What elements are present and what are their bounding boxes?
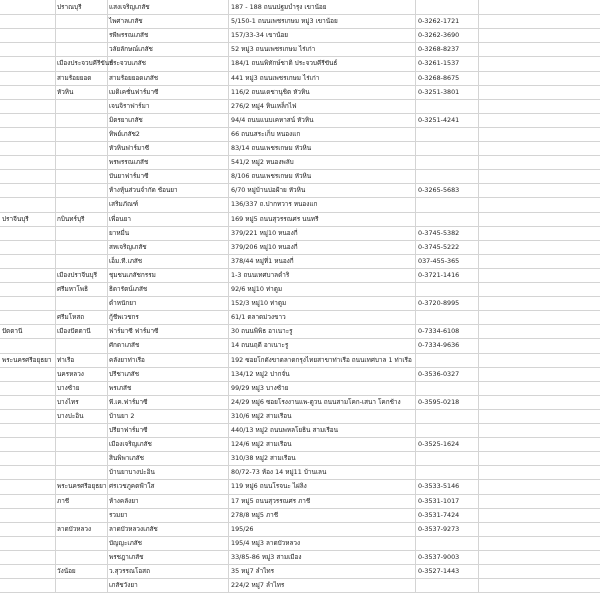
cell-name: บ้านยา 2 <box>109 412 135 420</box>
cell-name: ลาดบัวหลวงเภสัช <box>109 525 158 533</box>
cell-name: ปรีชาเภสัช <box>109 370 140 378</box>
grid-row-line <box>0 338 600 339</box>
cell-addr: 61/1 ตลาดม่วงขาว <box>231 313 286 321</box>
grid-row-line <box>0 437 600 438</box>
cell-name: เสริมภัณฑ์ <box>109 200 139 208</box>
cell-dist: ศรีมหาโพธิ <box>57 285 89 293</box>
cell-addr: 441 หมู่3 ถนนเพชรเกษม ไร่เก่า <box>231 74 320 82</box>
grid-row-line <box>0 254 600 255</box>
grid-row-line <box>0 56 600 57</box>
cell-dist: กบินทร์บุรี <box>57 215 85 223</box>
cell-phone: 0-7334-9636 <box>418 341 460 349</box>
cell-phone: 0-3537-9003 <box>418 553 460 561</box>
grid-row-line <box>0 451 600 452</box>
cell-dist: ปราณบุรี <box>57 3 82 11</box>
cell-addr: 224/2 หมู่7 ลำไทร <box>231 581 285 589</box>
cell-phone: 0-3721-1416 <box>418 271 460 279</box>
cell-name: บัญญะเภสัช <box>109 539 143 547</box>
cell-name: ห้างคลังยา <box>109 497 139 505</box>
cell-addr: 195/4 หมู่3 ลาดบัวหลวง <box>231 539 301 547</box>
cell-addr: 136/337 ถ.ปากทวาร หนองแก <box>231 200 318 208</box>
cell-name: ประจวบเภสัช <box>109 59 146 67</box>
cell-addr: 169 หมู่5 ถนนสุวรรณศร นนทรี <box>231 215 319 223</box>
cell-addr: 8/106 ถนนเพชรเกษม หัวหิน <box>231 172 312 180</box>
cell-name: เอ็ม.ที.เภสัช <box>109 257 143 265</box>
cell-addr: 6/70 หมู่บ้านบ่อฝ้าย หัวหิน <box>231 186 306 194</box>
cell-name: ธิดารัตน์เภสัช <box>109 285 148 293</box>
grid-row-line <box>0 197 600 198</box>
cell-addr: 24/29 หมู่6 ซอยโรงงานแพ-ตูวน ถนนสามโคก-เสนา โคกช้าง <box>231 398 401 406</box>
grid-row-line <box>0 324 600 325</box>
cell-name: ห้างหุ้นส่วนจำกัด ช้อนยา <box>109 186 178 194</box>
grid-row-line <box>0 28 600 29</box>
cell-addr: 116/2 ถนนเดชานุชิต หัวหิน <box>231 88 310 96</box>
cell-phone: 0-3531-7424 <box>418 511 460 519</box>
cell-name: สินพิพาเภสัช <box>109 454 144 462</box>
cell-prov: พระนครศรีอยุธยา <box>2 356 52 364</box>
cell-phone: 0-3251-3801 <box>418 88 460 96</box>
cell-phone: 0-3595-0218 <box>418 398 460 406</box>
cell-addr: 83/14 ถนนเพชรเกษม หัวหิน <box>231 144 312 152</box>
cell-addr: 310/38 หมู่2 สามเรือน <box>231 454 296 462</box>
cell-name: ศักดาเภสัช <box>109 341 140 349</box>
cell-dist: หัวหิน <box>57 88 74 96</box>
cell-addr: 152/3 หมู่10 ท่าตูม <box>231 299 287 307</box>
grid-row-line <box>0 479 600 480</box>
grid-row-line <box>0 564 600 565</box>
cell-dist: บางซ้าย <box>57 384 80 392</box>
cell-phone: 0-3531-1017 <box>418 497 460 505</box>
cell-phone: 0-3262-1721 <box>418 17 460 25</box>
cell-name: เภสัชวังยา <box>109 581 138 589</box>
cell-addr: 94/4 ถนนแนบเคหาสน์ หัวหิน <box>231 116 314 124</box>
grid-row-line <box>0 465 600 466</box>
cell-addr: 80/72-73 ห้อง 14 หมู่11 บ้านเลน <box>231 468 327 476</box>
cell-addr: 379/206 หมู่10 หนองกี่ <box>231 243 298 251</box>
cell-phone: 0-3268-8237 <box>418 45 460 53</box>
cell-name: มิตรยาเภสัช <box>109 116 143 124</box>
cell-phone: 0-3527-1443 <box>418 567 460 575</box>
grid-row-line <box>0 155 600 156</box>
cell-addr: 187 - 188 ถนนปฐมบำรุง เขาน้อย <box>231 3 327 11</box>
grid-row-line <box>0 212 600 213</box>
cell-name: สหเจริญเภสัช <box>109 243 147 251</box>
grid-row-line <box>0 550 600 551</box>
cell-addr: 5/150-1 ถนนเพชรเกษม หมู่3 เขาน้อย <box>231 17 338 25</box>
cell-name: พรชฎาเภสัช <box>109 553 144 561</box>
cell-name: รวมยา <box>109 511 128 519</box>
grid-row-line <box>0 381 600 382</box>
cell-addr: 378/44 หมู่ที่1 หนองกี่ <box>231 257 294 265</box>
cell-dist: บางปะอิน <box>57 412 84 420</box>
cell-dist: พระนครศรีอยุธยา <box>57 482 107 490</box>
cell-phone: 0-7334-6108 <box>418 327 460 335</box>
cell-phone: 0-3536-0327 <box>418 370 460 378</box>
grid-row-line <box>0 423 600 424</box>
grid-row-line <box>0 169 600 170</box>
cell-addr: 30 ถนนพิพิธ อาเนาะรู <box>231 327 293 335</box>
cell-phone: 0-3262-3690 <box>418 31 460 39</box>
cell-addr: 66 ถนนสระเก็บ หนองแก <box>231 130 301 138</box>
cell-addr: 99/29 หมู่3 บางซ้าย <box>231 384 289 392</box>
cell-phone: 0-3537-9273 <box>418 525 460 533</box>
grid-row-line <box>0 268 600 269</box>
cell-addr: 14 ถนนฤดี อาเนาะรู <box>231 341 289 349</box>
grid-row-line <box>0 395 600 396</box>
grid-row-line <box>0 536 600 537</box>
cell-addr: 195/26 <box>231 525 254 533</box>
cell-name: ฟาร์มาซี ฟาร์มาซี <box>109 327 159 335</box>
cell-addr: 124/6 หมู่2 สามเรือน <box>231 440 292 448</box>
cell-name: บันยาฟาร์มาซี <box>109 172 149 180</box>
cell-name: สามร้อยยอดเภสัช <box>109 74 159 82</box>
cell-prov: ปัตตานี <box>2 327 23 335</box>
cell-dist: เมืองปราจีนบุรี <box>57 271 98 279</box>
cell-name: พี.เค.ฟาร์มาซี <box>109 398 148 406</box>
cell-addr: 541/2 หมู่2 หนองพลับ <box>231 158 294 166</box>
cell-name: ปรียาฟาร์มาซี <box>109 426 148 434</box>
cell-addr: 52 หมู่3 ถนนเพชรเกษม ไร่เก่า <box>231 45 316 53</box>
cell-addr: 1-3 ถนนเทศบาลดำริ <box>231 271 290 279</box>
grid-row-line <box>0 42 600 43</box>
cell-prov: ปราจีนบุรี <box>2 215 29 223</box>
cell-dist: บางไทร <box>57 398 79 406</box>
cell-phone: 0-3261-1537 <box>418 59 460 67</box>
grid-row-line <box>0 99 600 100</box>
grid-row-line <box>0 522 600 523</box>
cell-dist: ลาดบัวหลวง <box>57 525 92 533</box>
cell-name: บ้านยาบางปะอิน <box>109 468 155 476</box>
grid-row-line <box>0 226 600 227</box>
cell-dist: เมืองปัตตานี <box>57 327 91 335</box>
cell-name: ชุมชนเภสัชกรรม <box>109 271 156 279</box>
cell-addr: 276/2 หมู่4 หินเหล็กไฟ <box>231 102 297 110</box>
cell-addr: 310/6 หมู่2 สามเรือน <box>231 412 292 420</box>
grid-row-line <box>0 127 600 128</box>
grid-row-line <box>0 113 600 114</box>
cell-name: พรเภสัช <box>109 384 132 392</box>
grid-row-line <box>0 14 600 15</box>
cell-addr: 278/8 หมู่5 ภาชี <box>231 511 279 519</box>
grid-row-line <box>0 282 600 283</box>
cell-phone: 0-3720-8995 <box>418 299 460 307</box>
cell-name: เมดิเคชั่นฟาร์มาซี <box>109 88 159 96</box>
cell-name: รพีพรรณเภสัช <box>109 31 149 39</box>
cell-phone: 0-3251-4241 <box>418 116 460 124</box>
cell-addr: 192 ซอยโกดังขาตลาดกรุงไทยสาขาท่าเรือ ถนนเทศบาล 1 ท่าเรือ <box>231 356 412 364</box>
cell-dist: เมืองประจวบคีรีขันธ์ <box>57 59 114 67</box>
grid-row-line <box>0 310 600 311</box>
cell-addr: 92/6 หมู่10 ท่าตูม <box>231 285 283 293</box>
grid-row-line <box>0 85 600 86</box>
cell-name: หัวหินฟาร์มาซี <box>109 144 150 152</box>
cell-addr: 379/221 หมู่10 หนองกี่ <box>231 229 298 237</box>
cell-phone: 037-455-365 <box>418 257 460 265</box>
cell-phone: 0-3265-5683 <box>418 186 460 194</box>
cell-name: กู้ชีพเวชกร <box>109 313 139 321</box>
cell-phone: 0-3525-1624 <box>418 440 460 448</box>
cell-name: เจนจิราฟาร์มา <box>109 102 150 110</box>
cell-name: เมืองเจริญเภสัช <box>109 440 152 448</box>
grid-row-line <box>0 578 600 579</box>
cell-dist: นครหลวง <box>57 370 84 378</box>
cell-name: แสงเจริญเภสัช <box>109 3 150 11</box>
cell-name: ศรเวชภูคตฟ้าใส <box>109 482 155 490</box>
grid-row-line <box>0 353 600 354</box>
grid-row-line <box>0 141 600 142</box>
cell-addr: 440/13 หมู่2 ถนนพหลโยธิน สามเรือน <box>231 426 338 434</box>
cell-phone: 0-3268-8675 <box>418 74 460 82</box>
cell-phone: 0-3745-5382 <box>418 229 460 237</box>
cell-addr: 35 หมู่7 ลำไทร <box>231 567 275 575</box>
grid-row-line <box>0 494 600 495</box>
grid-row-line <box>0 71 600 72</box>
cell-name: เพื่อนยา <box>109 215 131 223</box>
cell-name: ว.สุวรรณโอสถ <box>109 567 150 575</box>
cell-addr: 33/85-86 หมู่3 สามเมือง <box>231 553 302 561</box>
cell-name: วลัยลักษณ์เภสัช <box>109 45 153 53</box>
cell-dist: ศรีมโหสถ <box>57 313 85 321</box>
grid-row-line <box>0 296 600 297</box>
cell-addr: 134/12 หมู่2 ปากจั่น <box>231 370 290 378</box>
cell-name: ยาหมื่น <box>109 229 130 237</box>
cell-name: ทิพย์เภสัช2 <box>109 130 140 138</box>
cell-addr: 157/33-34 เขาน้อย <box>231 31 289 39</box>
cell-name: ตำหนักยา <box>109 299 137 307</box>
cell-phone: 0-3745-5222 <box>418 243 460 251</box>
cell-dist: สามร้อยยอด <box>57 74 92 82</box>
cell-phone: 0-3533-5146 <box>418 482 460 490</box>
grid-row-line <box>0 367 600 368</box>
cell-addr: 119 หมู่6 ถนนโรจนะ ไผ่ลิง <box>231 482 307 490</box>
cell-dist: ท่าเรือ <box>57 356 75 364</box>
cell-addr: 17 หมู่5 ถนนสุวรรณศร ภาชี <box>231 497 311 505</box>
cell-addr: 184/1 ถนนพิทักษ์ชาติ ประจวบคีรีขันธ์ <box>231 59 338 67</box>
cell-name: พรพรรณเภสัช <box>109 158 149 166</box>
cell-dist: ภาชี <box>57 497 70 505</box>
cell-dist: วังน้อย <box>57 567 76 575</box>
grid-row-line <box>0 240 600 241</box>
grid-row-line <box>0 508 600 509</box>
cell-name: ไพศาลเภสัช <box>109 17 143 25</box>
cell-name: คลังยาท่าเรือ <box>109 356 145 364</box>
grid-row-line <box>0 183 600 184</box>
grid-row-line <box>0 409 600 410</box>
